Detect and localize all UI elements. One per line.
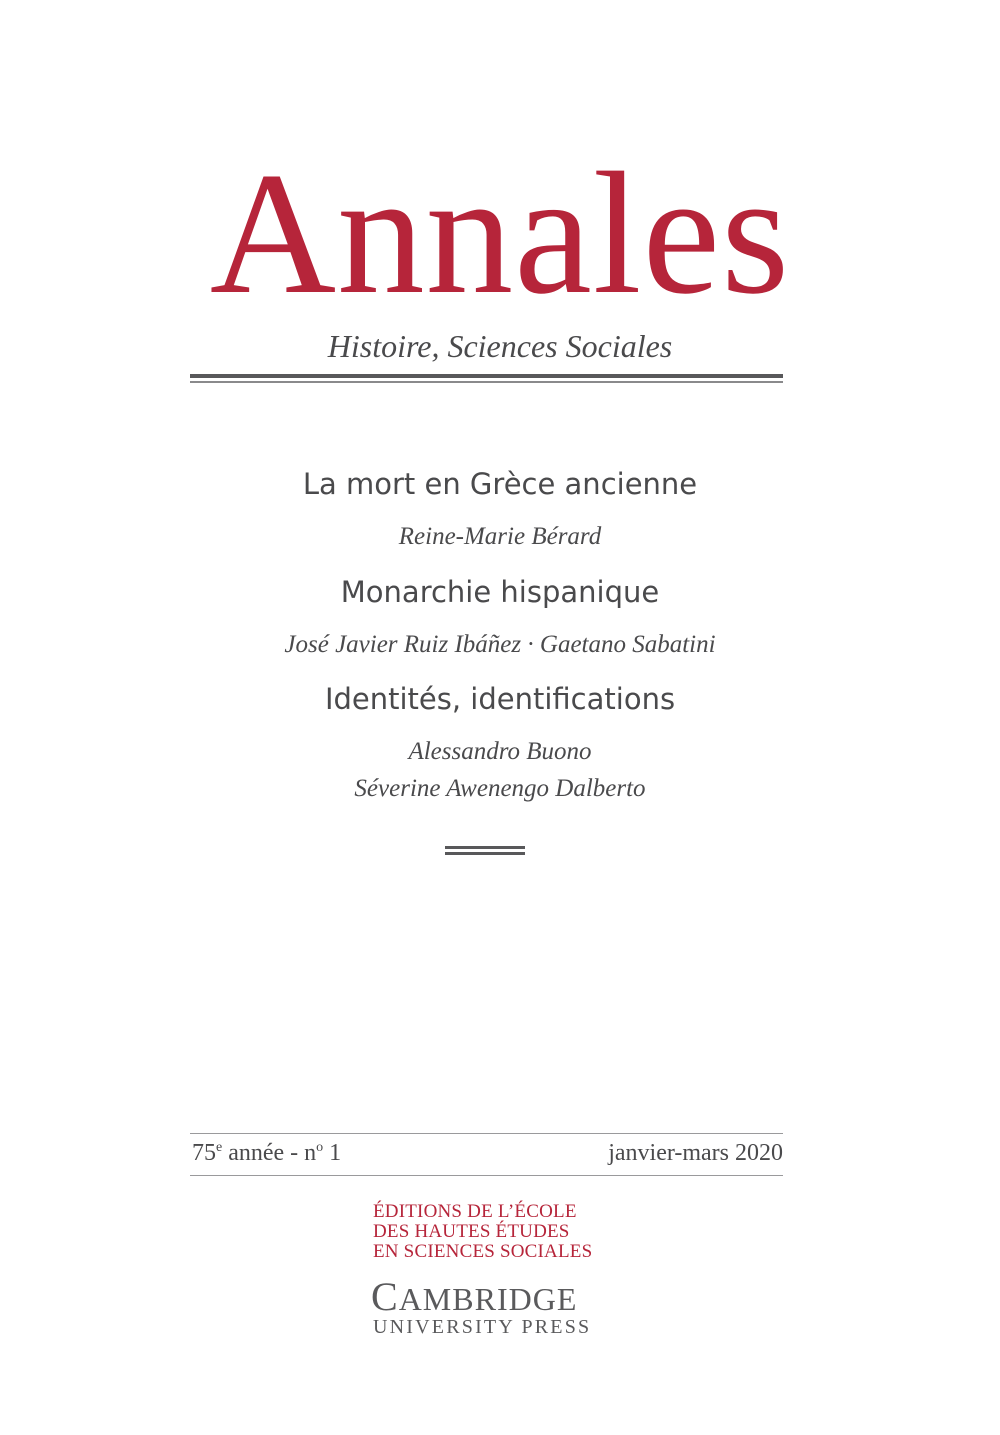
ehess-line: EN SCIENCES SOCIALES — [373, 1241, 593, 1262]
year-number: 75 — [192, 1140, 216, 1166]
section-title: La mort en Grèce ancienne — [302, 467, 698, 501]
number-suffix: o — [316, 1140, 324, 1155]
ehess-publisher — [373, 1202, 633, 1262]
journal-title: Annales — [209, 136, 791, 330]
issue-volume — [192, 1137, 341, 1169]
ehess-line: ÉDITIONS DE L’ÉCOLE — [373, 1201, 577, 1222]
university-press: UNIVERSITY PRESS — [373, 1316, 592, 1338]
header-rule-thin — [190, 381, 783, 383]
cambridge-rest: AMBRIDGE — [398, 1281, 578, 1317]
section-author: Alessandro Buono — [408, 738, 592, 765]
issue-rule-bottom — [190, 1175, 783, 1176]
cambridge-initial: C — [371, 1274, 399, 1319]
section-title: Identités, identifications — [324, 682, 676, 716]
header-rule — [190, 374, 783, 378]
issue-date: janvier-mars 2020 — [608, 1140, 783, 1166]
section-author: José Javier Ruiz Ibáñez · Gaetano Sabatini — [284, 631, 716, 658]
issue-number: 1 — [329, 1140, 342, 1166]
section-author: Séverine Awenengo Dalberto — [354, 775, 646, 802]
journal-subtitle: Histoire, Sciences Sociales — [327, 328, 673, 364]
section-title: Monarchie hispanique — [340, 575, 660, 609]
separator-dash — [445, 852, 525, 855]
section-author: Reine-Marie Bérard — [398, 523, 602, 550]
year-label: année - n — [228, 1140, 317, 1166]
year-suffix: e — [216, 1140, 223, 1155]
cambridge-logo — [371, 1274, 578, 1319]
ehess-line: DES HAUTES ÉTUDES — [373, 1221, 570, 1242]
issue-rule-top — [190, 1133, 783, 1134]
separator-dash — [445, 846, 525, 849]
